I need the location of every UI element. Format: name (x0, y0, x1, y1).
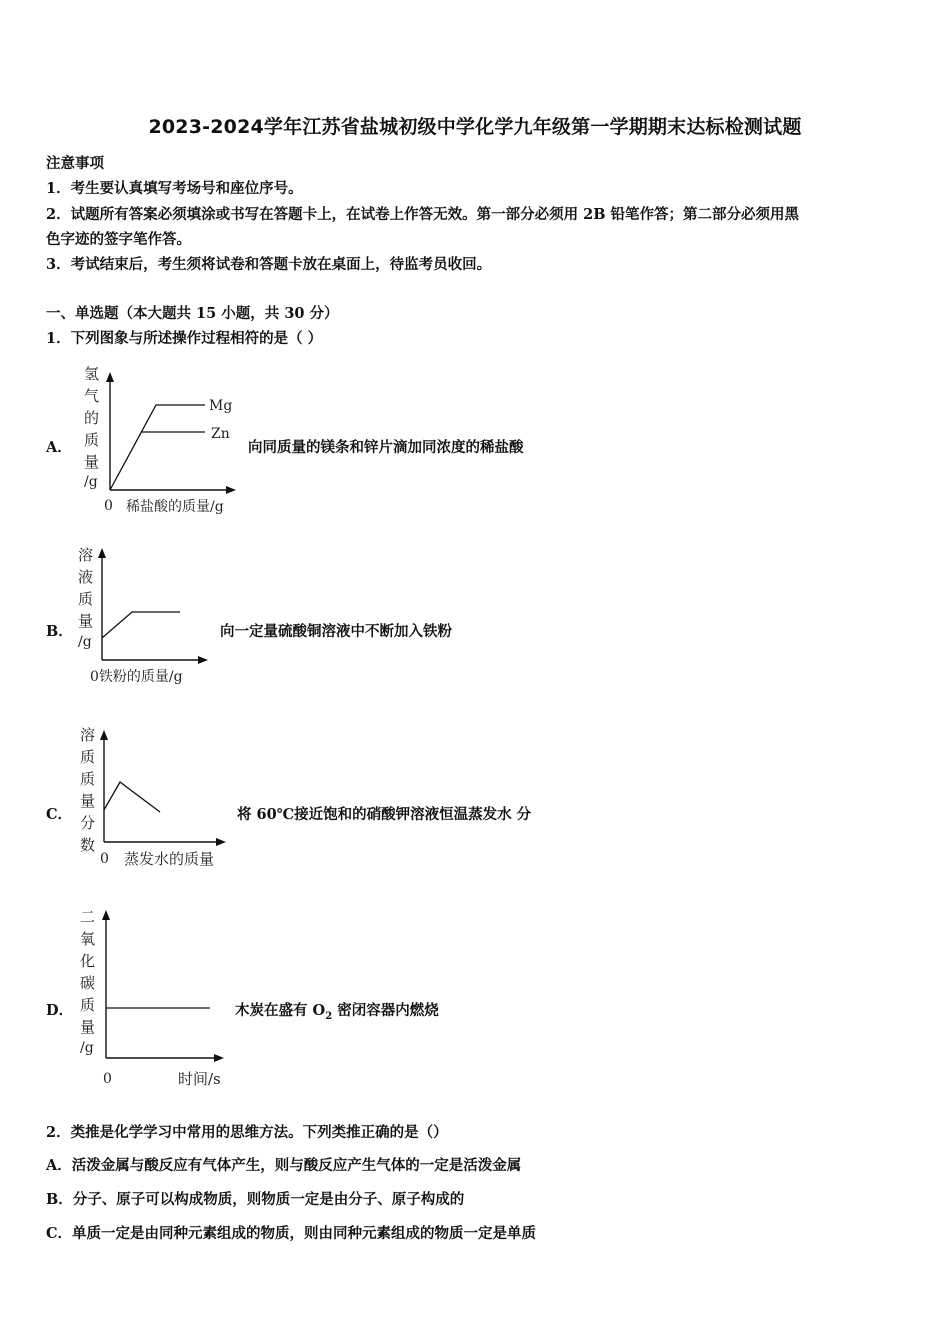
graph-d-ylabel-char: 化 (80, 952, 96, 970)
graph-a-origin: 0 (104, 498, 113, 514)
notice-item: 2．试题所有答案必须填涂或书写在答题卡上，在试卷上作答无效。第一部分必须用 2B 铅笔作答；第二部分必须用黑 (46, 206, 800, 223)
graph-d-ylabel-char: 氧 (80, 930, 96, 948)
graph-a-x-arrow (226, 486, 236, 494)
graph-d-x-arrow (214, 1054, 224, 1062)
graph-b-ylabel-char: 液 (78, 568, 94, 586)
option-c-letter: C． (46, 806, 73, 823)
graph-a (70, 360, 250, 520)
graph-d-origin: 0 (103, 1071, 112, 1087)
option-b-desc: 向一定量硫酸铜溶液中不断加入铁粉 (220, 623, 452, 640)
question-2-option: C．单质一定是由同种元素组成的物质，则由同种元素组成的物质一定是单质 (46, 1225, 537, 1242)
option-d-desc-post: 密闭容器内燃烧 (332, 1002, 439, 1019)
graph-c-origin: 0 (100, 851, 109, 867)
graph-c-ylabel-char: 数 (80, 836, 96, 854)
graph-c-xlabel: 蒸发水的质量 (124, 850, 215, 868)
graph-b-xlabel: 0铁粉的质量/g (90, 669, 183, 685)
graph-a-mg-line (110, 405, 205, 490)
graph-b-ylabel-char: 量 (78, 612, 94, 630)
graph-b-ylabel-char: /g (78, 634, 92, 650)
graph-d-y-arrow (102, 910, 110, 920)
option-d-desc-sub: 2 (325, 1010, 333, 1022)
graph-b-x-arrow (198, 656, 208, 664)
graph-c-ylabel-char: 质 (80, 748, 96, 766)
option-c-desc: 将 60℃接近饱和的硝酸钾溶液恒温蒸发水 分 (237, 806, 532, 823)
graph-a-ylabel-char: 质 (84, 431, 100, 449)
page-title: 2023-2024学年江苏省盐城初级中学化学九年级第一学期期末达标检测试题 (148, 116, 802, 138)
graph-a-ylabel-char: /g (84, 474, 98, 490)
graph-c-line (104, 782, 160, 812)
graph-c-x-arrow (216, 838, 226, 846)
option-a-letter: A． (46, 439, 72, 456)
graph-c (70, 720, 240, 875)
graph-d-ylabel-char: 量 (80, 1018, 96, 1036)
graph-d-xlabel: 时间/s (178, 1070, 221, 1088)
question-2-option: B．分子、原子可以构成物质，则物质一定是由分子、原子构成的 (46, 1191, 465, 1208)
option-b-letter: B． (46, 623, 73, 640)
notice-item: 色字迹的签字笔作答。 (46, 231, 191, 248)
question-2-option: A．活泼金属与酸反应有气体产生，则与酸反应产生气体的一定是活泼金属 (46, 1157, 522, 1174)
graph-a-ylabel-char: 的 (84, 409, 100, 427)
graph-a-mg-label: Mg (209, 398, 233, 414)
graph-d-ylabel-char: /g (80, 1040, 94, 1056)
notice-heading: 注意事项 (46, 155, 104, 172)
graph-d-ylabel-char: 质 (80, 996, 96, 1014)
graph-c-ylabel-char: 溶 (80, 726, 96, 744)
notice-item: 3．考试结束后，考生须将试卷和答题卡放在桌面上，待监考员收回。 (46, 256, 492, 273)
graph-a-xlabel: 稀盐酸的质量/g (126, 499, 224, 515)
graph-b (70, 540, 220, 690)
option-d-desc (235, 999, 439, 1022)
graph-a-ylabel-char: 氢 (84, 365, 100, 383)
graph-d-ylabel-char: 二 (80, 908, 96, 926)
graph-d (70, 900, 240, 1090)
option-d-letter: D． (46, 1002, 74, 1019)
option-d-desc-pre: 木炭在盛有 O (235, 1002, 326, 1019)
graph-c-y-arrow (100, 730, 108, 740)
graph-a-y-arrow (106, 372, 114, 382)
graph-a-ylabel-char: 气 (84, 387, 100, 405)
graph-b-ylabel-char: 质 (78, 590, 94, 608)
graph-a-ylabel-char: 量 (84, 453, 100, 471)
graph-a-zn-label: Zn (211, 426, 230, 442)
graph-b-line (102, 612, 180, 638)
notice-item: 1．考生要认真填写考场号和座位序号。 (46, 180, 303, 197)
graph-c-ylabel-char: 量 (80, 792, 96, 810)
option-a-desc: 向同质量的镁条和锌片滴加同浓度的稀盐酸 (248, 439, 524, 456)
graph-b-y-arrow (98, 548, 106, 558)
graph-b-ylabel-char: 溶 (78, 546, 94, 564)
question-2-stem: 2．类推是化学学习中常用的思维方法。下列类推正确的是（） (46, 1124, 448, 1141)
question-1-stem: 1．下列图象与所述操作过程相符的是（ ） (46, 330, 323, 347)
graph-d-ylabel-char: 碳 (80, 974, 96, 992)
graph-c-ylabel-char: 分 (80, 814, 96, 832)
section-heading: 一、单选题（本大题共 15 小题，共 30 分） (46, 305, 339, 322)
graph-c-ylabel-char: 质 (80, 770, 96, 788)
